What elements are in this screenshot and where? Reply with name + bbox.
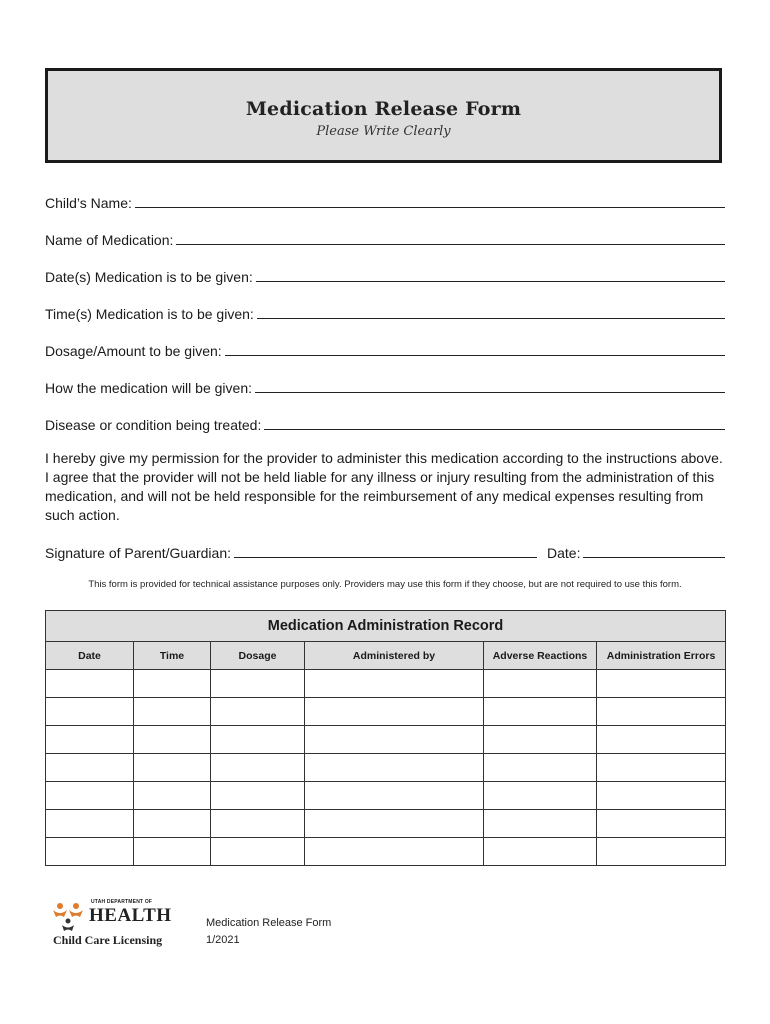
date-label: Date: [547, 545, 581, 561]
table-cell[interactable] [46, 754, 134, 782]
table-cell[interactable] [211, 726, 305, 754]
table-cell[interactable] [597, 810, 726, 838]
field-method [45, 376, 725, 396]
table-cell[interactable] [305, 698, 484, 726]
table-cell[interactable] [134, 838, 211, 866]
table-cell[interactable] [305, 670, 484, 698]
table-cell[interactable] [597, 698, 726, 726]
table-cell[interactable] [597, 754, 726, 782]
administration-record-table [45, 610, 726, 866]
record-table-header [46, 642, 726, 670]
table-cell[interactable] [597, 670, 726, 698]
table-cell[interactable] [46, 698, 134, 726]
record-table-title: Medication Administration Record [46, 611, 726, 642]
table-cell[interactable] [484, 838, 597, 866]
form-subtitle: Please Write Clearly [316, 124, 451, 139]
times-input[interactable] [257, 317, 725, 319]
signature-row [45, 541, 725, 561]
table-row [46, 698, 726, 726]
logo-health-text: HEALTH [89, 905, 172, 926]
logo-department-text: UTAH DEPARTMENT OF [91, 899, 153, 905]
field-medication-name [45, 228, 725, 248]
table-cell[interactable] [134, 670, 211, 698]
table-row [46, 726, 726, 754]
field-childs-name [45, 191, 725, 211]
field-label: How the medication will be given: [45, 380, 252, 396]
field-condition [45, 413, 725, 433]
table-cell[interactable] [484, 810, 597, 838]
field-label: Child’s Name: [45, 195, 132, 211]
table-cell[interactable] [134, 726, 211, 754]
field-label: Dosage/Amount to be given: [45, 343, 222, 359]
field-label: Date(s) Medication is to be given: [45, 269, 253, 285]
table-cell[interactable] [46, 726, 134, 754]
footer-version: 1/2021 [206, 934, 240, 946]
date-input[interactable] [583, 557, 725, 558]
dates-input[interactable] [256, 280, 725, 282]
column-header-dosage: Dosage [211, 642, 305, 670]
record-table-body [46, 670, 726, 866]
footer-info [206, 915, 331, 949]
table-cell[interactable] [597, 838, 726, 866]
column-header-time: Time [134, 642, 211, 670]
table-cell[interactable] [134, 754, 211, 782]
table-cell[interactable] [46, 810, 134, 838]
table-cell[interactable] [211, 670, 305, 698]
table-cell[interactable] [211, 698, 305, 726]
table-cell[interactable] [305, 838, 484, 866]
table-cell[interactable] [211, 754, 305, 782]
table-cell[interactable] [211, 810, 305, 838]
family-figures-icon [51, 901, 87, 935]
field-label: Disease or condition being treated: [45, 417, 262, 433]
field-label: Name of Medication: [45, 232, 174, 248]
logo-subtitle: Child Care Licensing [53, 933, 163, 947]
column-header-date: Date [46, 642, 134, 670]
column-header-administration-errors: Administration Errors [597, 642, 726, 670]
condition-input[interactable] [264, 428, 725, 430]
table-row [46, 754, 726, 782]
table-row [46, 838, 726, 866]
medication-name-input[interactable] [176, 243, 725, 245]
table-cell[interactable] [597, 726, 726, 754]
table-cell[interactable] [484, 670, 597, 698]
table-cell[interactable] [484, 754, 597, 782]
table-row [46, 782, 726, 810]
column-header-administered-by: Administered by [305, 642, 484, 670]
table-row [46, 670, 726, 698]
method-input[interactable] [255, 391, 725, 393]
field-label: Time(s) Medication is to be given: [45, 306, 254, 322]
health-logo [51, 899, 171, 949]
table-cell[interactable] [305, 810, 484, 838]
table-cell[interactable] [305, 782, 484, 810]
table-cell[interactable] [484, 698, 597, 726]
field-dates [45, 265, 725, 285]
field-dosage [45, 339, 725, 359]
table-cell[interactable] [211, 838, 305, 866]
footer-form-name: Medication Release Form [206, 917, 332, 929]
permission-statement: I hereby give my permission for the provider to administer this medication according to the instructions above. I agree that the provider will not be held liable for any illness or injury resulting from the administration of this medication, and will not be held responsible for the reimbursement of any medical expenses resulting from such action. [45, 450, 723, 523]
form-header [45, 68, 722, 163]
table-row [46, 810, 726, 838]
table-cell[interactable] [211, 782, 305, 810]
form-title: Medication Release Form [245, 98, 522, 120]
childs-name-input[interactable] [135, 206, 725, 208]
table-cell[interactable] [134, 810, 211, 838]
disclaimer-text: This form is provided for technical assistance purposes only. Providers may use this form if they choose, but are not required to use this form. [88, 579, 682, 590]
signature-input[interactable] [234, 557, 537, 558]
field-times [45, 302, 725, 322]
dosage-input[interactable] [225, 354, 725, 356]
table-cell[interactable] [134, 698, 211, 726]
column-header-adverse-reactions: Adverse Reactions [484, 642, 597, 670]
table-cell[interactable] [46, 670, 134, 698]
table-cell[interactable] [305, 726, 484, 754]
table-cell[interactable] [597, 782, 726, 810]
signature-label: Signature of Parent/Guardian: [45, 545, 232, 561]
table-cell[interactable] [46, 838, 134, 866]
table-cell[interactable] [484, 782, 597, 810]
table-cell[interactable] [484, 726, 597, 754]
table-cell[interactable] [46, 782, 134, 810]
table-cell[interactable] [134, 782, 211, 810]
table-cell[interactable] [305, 754, 484, 782]
